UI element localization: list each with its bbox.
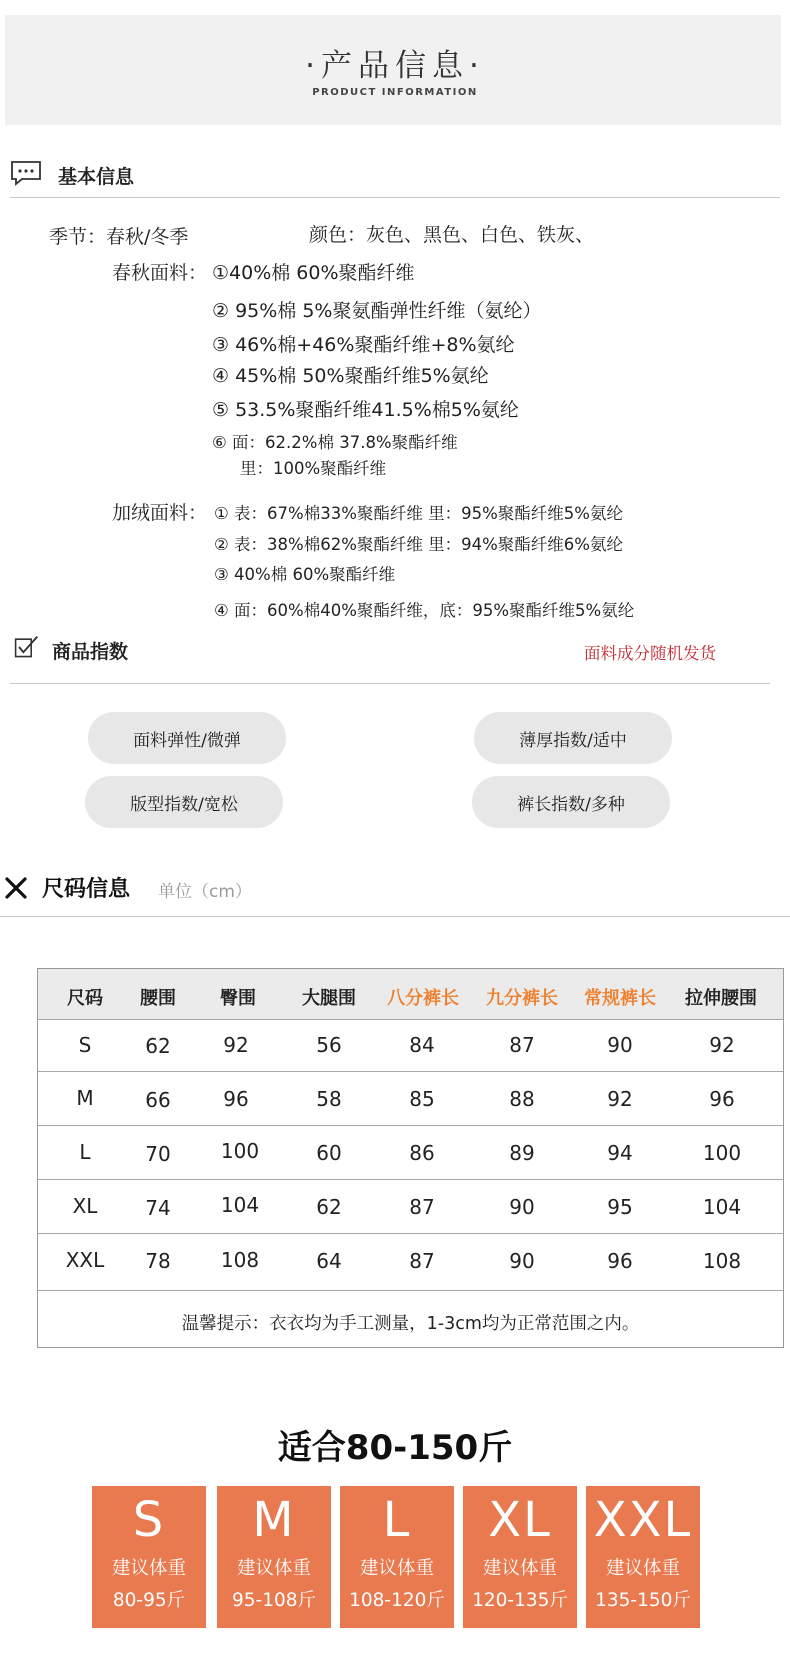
table-cell: 90	[509, 1249, 535, 1273]
table-cell: 66	[145, 1088, 171, 1112]
table-cell: 96	[223, 1087, 249, 1111]
index-title: 商品指数	[52, 641, 129, 663]
season-text: 季节：春秋/冬季	[49, 226, 189, 248]
spring-fabric-label: 春秋面料：	[112, 262, 208, 284]
fleece-fabric-label: 加绒面料：	[112, 502, 208, 524]
divider	[0, 916, 790, 917]
size-box-range: 80-95斤	[112, 1590, 186, 1611]
spring-fabric-6: ⑥ 面：62.2%棉 37.8%聚酯纤维	[212, 433, 458, 452]
size-box-label: 建议体重	[482, 1558, 557, 1579]
col-header-waist: 腰围	[140, 988, 176, 1009]
table-cell: 88	[509, 1087, 535, 1111]
fabric-random-note: 面料成分随机发货	[584, 644, 716, 663]
fit-type-pill: 版型指数/宽松	[85, 776, 283, 828]
colors-text: 颜色：灰色、黑色、白色、铁灰、	[309, 224, 595, 246]
page-title: ·产品信息·	[305, 48, 485, 84]
size-box-size: XXL	[593, 1492, 693, 1548]
table-cell: XXL	[65, 1248, 105, 1272]
table-rule	[38, 1290, 783, 1291]
spring-fabric-2: ② 95%棉 5%聚氨酯弹性纤维（氨纶）	[212, 300, 542, 322]
size-box-xxl	[586, 1486, 700, 1628]
table-cell: 89	[509, 1141, 535, 1165]
table-cell: 90	[509, 1195, 535, 1219]
size-box-size: S	[132, 1492, 166, 1548]
table-cell: 100	[702, 1141, 742, 1165]
divider	[10, 197, 780, 198]
spring-fabric-5: ⑤ 53.5%聚酯纤维41.5%棉5%氨纶	[212, 399, 519, 421]
col-header-thigh: 大腿围	[302, 988, 356, 1009]
size-box-range: 95-108斤	[231, 1590, 317, 1611]
table-rule	[38, 1019, 783, 1020]
table-cell: 64	[316, 1249, 342, 1273]
table-cell: 100	[220, 1139, 260, 1163]
size-box-m	[217, 1486, 331, 1628]
size-box-range: 108-120斤	[349, 1590, 445, 1611]
measurement-tip: 温馨提示：衣衣均为手工测量，1-3cm均为正常范围之内。	[181, 1314, 640, 1334]
col-header-regular-length: 常规裤长	[584, 988, 656, 1009]
basic-info-title: 基本信息	[58, 166, 135, 188]
table-cell: L	[79, 1140, 91, 1164]
size-box-label: 建议体重	[236, 1558, 311, 1579]
table-cell: 87	[409, 1249, 435, 1273]
table-cell: M	[76, 1086, 94, 1110]
table-cell: 87	[409, 1195, 435, 1219]
chat-bubble-icon	[10, 160, 42, 186]
table-rule	[38, 1125, 783, 1126]
table-cell: 92	[607, 1087, 633, 1111]
table-cell: 92	[709, 1033, 735, 1057]
size-box-s	[92, 1486, 206, 1628]
col-header-hip: 臀围	[220, 988, 256, 1009]
spring-fabric-1: ①40%棉 60%聚酯纤维	[212, 262, 415, 284]
table-cell: XL	[72, 1194, 98, 1218]
table-cell: 90	[607, 1033, 633, 1057]
table-cell: 74	[145, 1196, 171, 1220]
col-header-size: 尺码	[67, 988, 103, 1009]
fleece-fabric-3: ③ 40%棉 60%聚酯纤维	[214, 565, 396, 584]
unit-label: 单位（cm）	[158, 882, 252, 902]
col-header-cropped-length: 八分裤长	[387, 988, 459, 1009]
spring-fabric-3: ③ 46%棉+46%聚酯纤维+8%氨纶	[212, 334, 515, 356]
table-cell: S	[78, 1033, 92, 1057]
size-box-label: 建议体重	[605, 1558, 680, 1579]
size-box-l	[340, 1486, 454, 1628]
fleece-fabric-4: ④ 面：60%棉40%聚酯纤维，底：95%聚酯纤维5%氨纶	[214, 601, 635, 620]
thickness-pill: 薄厚指数/适中	[474, 712, 672, 764]
checkbox-icon	[10, 634, 42, 660]
table-rule	[38, 1233, 783, 1234]
table-cell: 60	[316, 1141, 342, 1165]
table-cell: 96	[607, 1249, 633, 1273]
size-box-xl	[463, 1486, 577, 1628]
table-cell: 104	[220, 1193, 260, 1217]
table-cell: 94	[607, 1141, 633, 1165]
size-box-size: L	[382, 1492, 412, 1548]
spring-fabric-4: ④ 45%棉 50%聚酯纤维5%氨纶	[212, 365, 489, 387]
table-cell: 86	[409, 1141, 435, 1165]
divider	[10, 683, 770, 684]
table-cell: 62	[145, 1034, 171, 1058]
size-box-label: 建议体重	[111, 1558, 186, 1579]
table-cell: 58	[316, 1087, 342, 1111]
elasticity-pill: 面料弹性/微弹	[88, 712, 286, 764]
size-box-range: 120-135斤	[472, 1590, 568, 1611]
table-cell: 92	[223, 1033, 249, 1057]
col-header-ankle-length: 九分裤长	[486, 988, 558, 1009]
length-pill: 裤长指数/多种	[472, 776, 670, 828]
fleece-fabric-2: ② 表：38%棉62%聚酯纤维 里：94%聚酯纤维6%氨纶	[214, 535, 623, 554]
table-cell: 62	[316, 1195, 342, 1219]
col-header-stretch-waist: 拉伸腰围	[685, 988, 757, 1009]
size-box-label: 建议体重	[359, 1558, 434, 1579]
table-cell: 56	[316, 1033, 342, 1057]
table-cell: 78	[145, 1249, 171, 1273]
table-cell: 85	[409, 1087, 435, 1111]
table-cell: 70	[145, 1142, 171, 1166]
table-cell: 108	[220, 1248, 260, 1272]
fit-weight-title: 适合80-150斤	[277, 1428, 513, 1468]
page-subtitle: PRODUCT INFORMATION	[312, 87, 478, 98]
table-cell: 84	[409, 1033, 435, 1057]
table-cell: 96	[709, 1087, 735, 1111]
fleece-fabric-1: ① 表：67%棉33%聚酯纤维 里：95%聚酯纤维5%氨纶	[214, 504, 623, 523]
table-rule	[38, 1071, 783, 1072]
size-info-title: 尺码信息	[42, 877, 131, 902]
table-cell: 108	[702, 1249, 742, 1273]
table-rule	[38, 1179, 783, 1180]
spring-fabric-6-lining: 里：100%聚酯纤维	[240, 459, 387, 478]
table-cell: 104	[702, 1195, 742, 1219]
table-cell: 87	[509, 1033, 535, 1057]
table-cell: 95	[607, 1195, 633, 1219]
size-box-range: 135-150斤	[595, 1590, 691, 1611]
size-box-size: XL	[488, 1492, 552, 1548]
cross-icon	[4, 876, 28, 900]
size-box-size: M	[252, 1492, 296, 1548]
